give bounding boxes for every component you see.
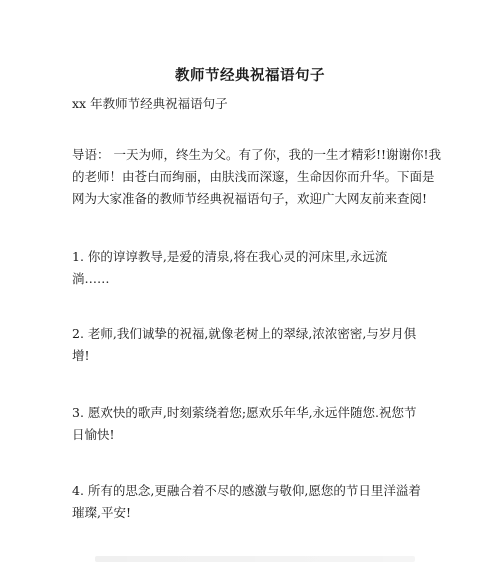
document-title: 教师节经典祝福语句子 — [175, 67, 325, 84]
blessing-item-1 — [72, 246, 442, 290]
blessing-line: 淌…… — [72, 271, 110, 286]
blessing-line: 4. 所有的思念,更融合着不尽的感激与敬仰,愿您的节日里洋溢着 — [72, 483, 421, 498]
blessing-line: 日愉快! — [72, 427, 115, 442]
blessing-line: 2. 老师,我们诚挚的祝福,就像老树上的翠绿,浓浓密密,与岁月俱 — [72, 326, 417, 341]
blessing-line: 璀璨,平安! — [72, 505, 131, 520]
document-subtitle: xx 年教师节经典祝福语句子 — [72, 96, 228, 111]
blessing-line: 3. 愿欢快的歌声,时刻萦绕着您;愿欢乐年华,永远伴随您.祝您节 — [72, 405, 417, 420]
intro-line: 的老师！由苍白而绚丽，由肤浅而深邃，生命因你而升华。下面是 — [72, 169, 435, 184]
intro-line: 导语： 一天为师，终生为父。有了你，我的一生才精彩!!谢谢你!我 — [72, 147, 442, 162]
blessing-item-3 — [72, 402, 442, 446]
blessing-item-2 — [72, 323, 442, 367]
faint-footer-watermark — [95, 556, 415, 562]
blessing-line: 增! — [72, 348, 90, 363]
blessing-line: 1. 你的谆谆教导,是爱的清泉,将在我心灵的河床里,永远流 — [72, 249, 388, 264]
intro-paragraph — [72, 144, 442, 210]
blessing-item-4 — [72, 480, 442, 524]
intro-line: 网为大家准备的教师节经典祝福语句子，欢迎广大网友前来查阅! — [72, 191, 428, 206]
